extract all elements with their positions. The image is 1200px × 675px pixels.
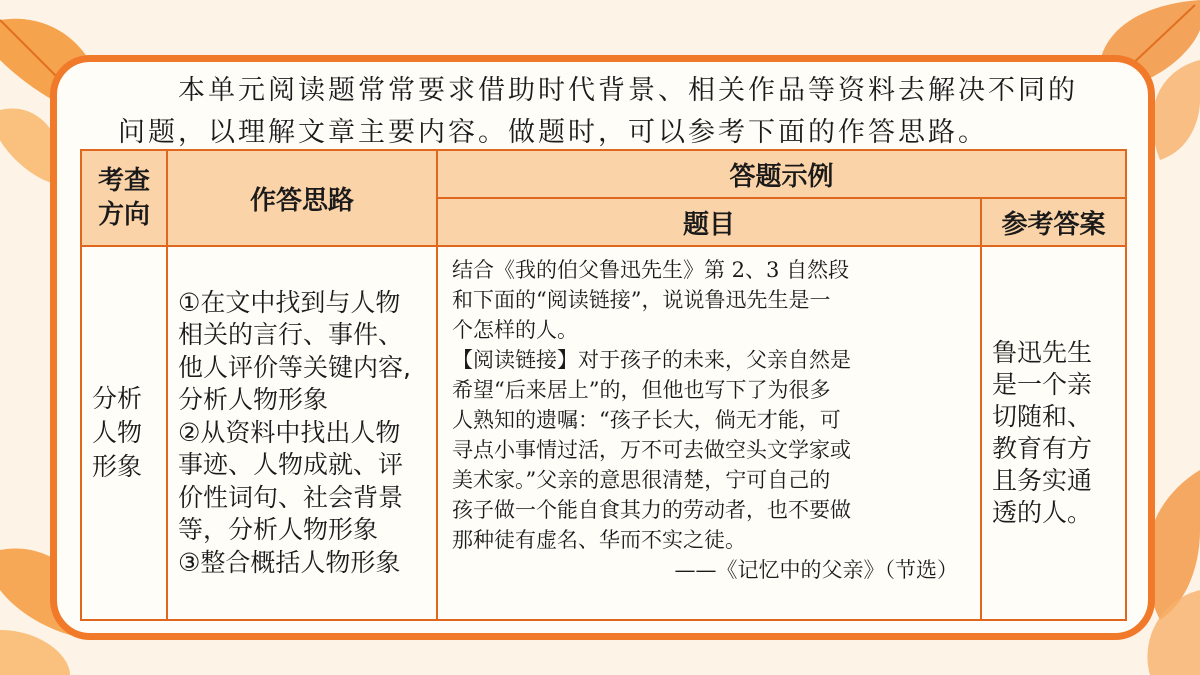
header-direction-line-1: 考查 bbox=[97, 166, 150, 196]
question-line: 寻点小事情过活，万不可去做空头文学家或 bbox=[452, 438, 851, 462]
direction-line: 形象 bbox=[92, 452, 143, 481]
direction-line: 分析 bbox=[92, 384, 143, 413]
approach-line: ③整合概括人物形象 bbox=[178, 547, 401, 577]
question-line: 和下面的“阅读链接”，说说鲁迅先生是一 bbox=[452, 288, 831, 312]
intro-paragraph bbox=[118, 70, 1108, 154]
direction-line: 人物 bbox=[92, 418, 143, 447]
intro-line-2: 问题，以理解文章主要内容。做题时，可以参考下面的作答思路。 bbox=[118, 117, 988, 148]
header-approach: 作答思路 bbox=[167, 150, 437, 246]
question-source: ——《记忆中的父亲》（节选） bbox=[674, 558, 958, 582]
answer-line: 是一个亲 bbox=[992, 370, 1093, 399]
cell-approach bbox=[167, 246, 437, 620]
header-direction bbox=[81, 150, 167, 246]
approach-line: ①在文中找到与人物 bbox=[178, 287, 401, 317]
intro-line-1: 本单元阅读题常常要求借助时代背景、相关作品等资料去解决不同的 bbox=[178, 75, 1078, 106]
approach-line: ②从资料中找出人物 bbox=[178, 417, 401, 447]
answer-line: 透的人。 bbox=[992, 498, 1093, 527]
approach-line: 相关的言行、事件、 bbox=[178, 320, 404, 350]
answer-method-table bbox=[80, 149, 1127, 621]
question-line: 希望“后来居上”的，但他也写下了为很多 bbox=[452, 378, 831, 402]
approach-line: 事迹、人物成就、评 bbox=[178, 450, 404, 480]
header-question: 题目 bbox=[437, 198, 981, 246]
approach-line: 分析人物形象 bbox=[178, 385, 329, 415]
question-line: 【阅读链接】对于孩子的未来，父亲自然是 bbox=[452, 348, 851, 372]
question-line: 那种徒有虚名、华而不实之徒。 bbox=[452, 528, 746, 552]
question-line: 人熟知的遗嘱：“孩子长大，倘无才能，可 bbox=[452, 408, 841, 432]
approach-line: 他人评价等关键内容, bbox=[178, 352, 411, 382]
question-line: 结合《我的伯父鲁迅先生》第 2、3 自然段 bbox=[452, 258, 850, 282]
approach-line: 等，分析人物形象 bbox=[178, 515, 379, 545]
approach-line: 价性词句、社会背景 bbox=[178, 482, 404, 512]
answer-line: 鲁迅先生 bbox=[992, 338, 1093, 367]
cell-question bbox=[437, 246, 981, 620]
answer-line: 教育有方 bbox=[992, 434, 1093, 463]
question-line: 孩子做一个能自食其力的劳动者，也不要做 bbox=[452, 498, 851, 522]
cell-direction bbox=[81, 246, 167, 620]
answer-line: 切随和、 bbox=[992, 402, 1093, 431]
header-direction-line-2: 方向 bbox=[97, 200, 150, 230]
question-line: 个怎样的人。 bbox=[452, 318, 578, 342]
question-line: 美术家。”父亲的意思很清楚，宁可自己的 bbox=[452, 468, 831, 492]
cell-answer bbox=[981, 246, 1126, 620]
header-answer: 参考答案 bbox=[981, 198, 1126, 246]
header-example: 答题示例 bbox=[437, 150, 1126, 198]
answer-line: 且务实通 bbox=[992, 466, 1093, 495]
